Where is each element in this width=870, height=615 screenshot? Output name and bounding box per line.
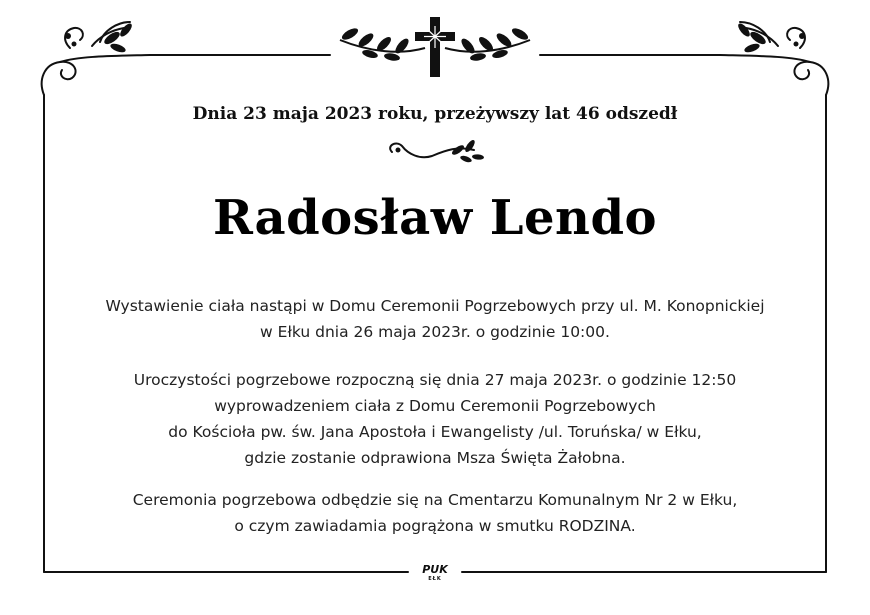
ceremony-paragraph <box>40 367 830 471</box>
logo-main-text: PUK <box>422 563 448 576</box>
logo-sub-text: EŁK <box>428 576 442 582</box>
laurel-branch-right-icon <box>445 26 530 62</box>
divider-ornament-icon <box>390 139 484 164</box>
laurel-branch-left-icon <box>340 26 425 62</box>
cross-icon <box>415 17 455 77</box>
paragraph-line: w Ełku dnia 26 maja 2023r. o godzinie 10:00. <box>260 323 610 341</box>
paragraph-line: o czym zawiadamia pogrążona w smutku RODZINA. <box>234 517 636 535</box>
corner-flourish-right-icon <box>720 22 828 95</box>
death-date-heading: Dnia 23 maja 2023 roku, przeżywszy lat 46 odszedł <box>192 104 678 124</box>
burial-paragraph <box>40 487 830 539</box>
deceased-name: Radosław Lendo <box>212 190 658 246</box>
paragraph-line: Ceremonia pogrzebowa odbędzie się na Cmentarzu Komunalnym Nr 2 w Ełku, <box>132 491 738 509</box>
paragraph-line: do Kościoła pw. św. Jana Apostoła i Ewangelisty /ul. Toruńska/ w Ełku, <box>168 423 702 441</box>
paragraph-line: gdzie zostanie odprawiona Msza Święta Żałobna. <box>244 449 626 467</box>
paragraph-line: Uroczystości pogrzebowe rozpoczną się dnia 27 maja 2023r. o godzinie 12:50 <box>133 371 737 389</box>
paragraph-line: wyprowadzeniem ciała z Domu Ceremonii Pogrzebowych <box>214 397 656 415</box>
paragraph-line: Wystawienie ciała nastąpi w Domu Ceremonii Pogrzebowych przy ul. M. Konopnickiej <box>105 297 765 315</box>
puk-logo <box>412 564 458 588</box>
corner-flourish-left-icon <box>42 22 150 95</box>
viewing-paragraph <box>40 293 830 345</box>
